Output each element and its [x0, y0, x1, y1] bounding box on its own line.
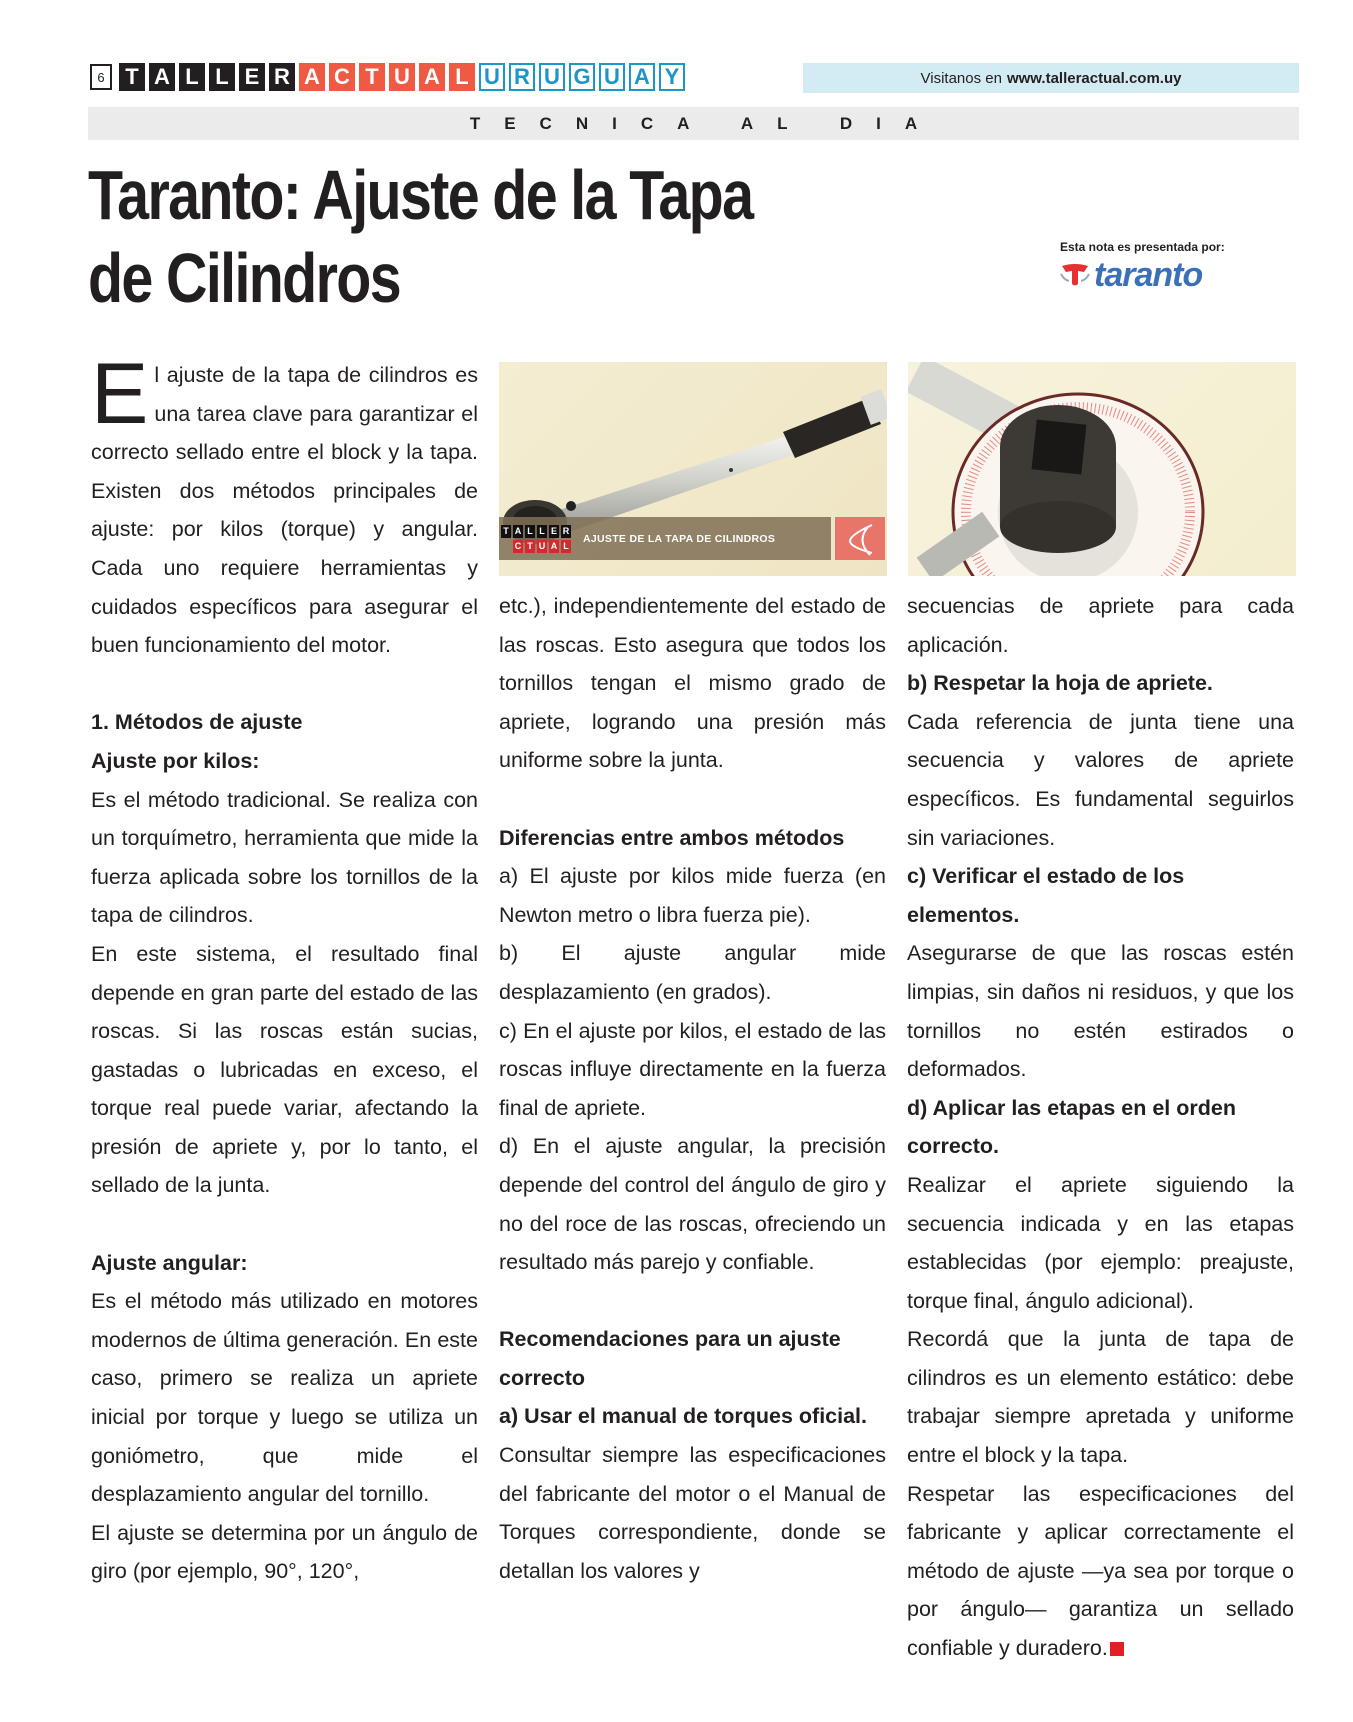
difference-b: b) El ajuste angular mide desplazamiento (en grados). [499, 941, 886, 1004]
mini-logo-letter: T [501, 525, 511, 538]
brand-letter: A [149, 63, 175, 91]
sponsor-block [1060, 240, 1290, 292]
paragraph-rec-a: Consultar siempre las especificaciones del fabricante del motor o el Manual de Torques correspondiente, donde se detallan los valores y [499, 1443, 886, 1583]
intro-text: l ajuste de la tapa de cilindros es una tarea clave para garantizar el correcto sellado entre el block y la tapa. Existen dos métodos principales de ajuste: por kilos (torque) y angular. Cada uno requiere herramientas y cuidados específicos para asegurar el buen funcionamiento del motor. [91, 363, 478, 658]
mini-logo-letter: L [537, 525, 547, 538]
masthead [90, 63, 689, 91]
heading-rec-c: c) Verificar el estado de los elementos. [907, 864, 1185, 927]
heading-rec-a: a) Usar el manual de torques oficial. [499, 1404, 867, 1429]
taranto-logo [1060, 258, 1290, 292]
mini-logo-letter: C [514, 541, 522, 551]
paragraph-kilos-2: En este sistema, el resultado final depende en gran parte del estado de las roscas. Si las roscas están sucias, gastadas o lubricadas en exceso, el torque real puede variar, afectando la presión de apriete y, por lo tanto, el sellado de la junta. [91, 941, 478, 1198]
mini-logo-letter: E [550, 526, 557, 536]
mini-logo-letter: T [525, 540, 535, 553]
mini-logo-letter: L [525, 525, 535, 538]
difference-a: a) El ajuste por kilos mide fuerza (en Newton metro o libra fuerza pie). [499, 864, 886, 927]
taranto-wordmark: taranto [1094, 256, 1203, 294]
brand-letter: U [599, 63, 625, 91]
torque-wrench-photo [499, 362, 887, 576]
video-caption-bar [499, 517, 831, 560]
website-prefix: Visitanos en [920, 69, 1002, 87]
section-header [88, 107, 1299, 140]
heading-metodos: 1. Métodos de ajuste [91, 710, 303, 735]
heading-rec-b: b) Respetar la hoja de apriete. [907, 671, 1213, 696]
brand-letter: L [209, 63, 235, 91]
mini-brand-logo [501, 525, 573, 553]
article-title: Taranto: Ajuste de la Tapa de Cilindros [88, 156, 753, 317]
brand-letter: R [269, 63, 295, 91]
mini-logo-letter: A [514, 526, 522, 536]
brand-letter: L [179, 63, 205, 91]
mini-logo-letter: A [550, 541, 558, 551]
heading-recomendaciones: Recomendaciones para un ajuste correcto [499, 1327, 841, 1390]
brand-letter: T [359, 63, 385, 91]
intro-paragraph [91, 346, 478, 665]
video-badge-icon [835, 517, 885, 560]
heading-ajuste-angular: Ajuste angular: [91, 1250, 248, 1275]
brand-letter: U [539, 63, 565, 91]
paragraph-kilos-1: Es el método tradicional. Se realiza con un torquímetro, herramienta que mide la fuerza aplicada sobre los tornillos de la tapa de cilindros. [91, 787, 478, 928]
heading-rec-d: d) Aplicar las etapas en el orden correcto. [907, 1095, 1236, 1159]
brand-letter: E [239, 63, 265, 91]
paragraph-continuation: etc.), independientemente del estado de las roscas. Esto asegura que todos los tornillos tengan el mismo grado de apriete, logrando una presión más uniforme sobre la junta. [499, 594, 886, 773]
mini-logo-letter: L [561, 540, 571, 553]
page-number: 6 [90, 64, 112, 90]
section-label: TECNICA AL DIA [469, 113, 942, 133]
brand-letter: G [569, 63, 595, 91]
heading-diferencias: Diferencias entre ambos métodos [499, 825, 845, 850]
end-of-article-icon [1110, 1642, 1124, 1656]
brand-letter: A [629, 63, 655, 91]
paragraph-final [907, 1475, 1294, 1668]
brand-letter: T [119, 63, 145, 91]
brand-letter: L [449, 63, 475, 91]
website-link[interactable]: www.talleractual.com.uy [1006, 69, 1182, 87]
brand-letter: U [389, 63, 415, 91]
angle-gauge-icon [908, 362, 1296, 576]
brand-letter: U [479, 63, 505, 91]
paragraph-rec-c: Asegurarse de que las roscas estén limpias, sin daños ni residuos, y que los tornillos no estén estirados o deformados. [907, 941, 1294, 1082]
goniometer-photo [908, 362, 1296, 576]
closing-text: Respetar las especificaciones del fabricante y aplicar correctamente el método de ajuste —ya sea por torque o por ángulo— garantiza un sellado confiable y duradero. [907, 1481, 1294, 1661]
brand-letter: R [509, 63, 535, 91]
paragraph-angular-1: Es el método más utilizado en motores modernos de última generación. En este caso, primero se realiza un apriete inicial por torque y luego se utiliza un goniómetro, que mide el desplazamiento angular del tornillo. [91, 1289, 478, 1507]
brand-letter: A [299, 63, 325, 91]
brand-logo [119, 63, 689, 91]
taranto-emblem-icon [1060, 262, 1090, 288]
mini-logo-letter: U [538, 541, 546, 551]
difference-d: d) En el ajuste angular, la precisión depende del control del ángulo de giro y no del roce de las roscas, ofreciendo un resultado más parejo y confiable. [499, 1134, 886, 1275]
brand-letter: Y [659, 63, 685, 91]
brand-letter: C [329, 63, 355, 91]
difference-c: c) En el ajuste por kilos, el estado de las roscas influye directamente en la fuerza final de apriete. [499, 1018, 886, 1120]
article-column-1 [91, 346, 478, 1591]
article-column-2 [499, 587, 886, 1590]
paragraph-recorda: Recordá que la junta de tapa de cilindros es un elemento estático: debe trabajar siempre apretada y uniforme entre el block y la tapa. [907, 1327, 1294, 1468]
mini-logo-letter: R [562, 526, 570, 536]
paragraph-angular-2: El ajuste se determina por un ángulo de giro (por ejemplo, 90°, 120°, [91, 1520, 478, 1584]
paragraph-continuation: secuencias de apriete para cada aplicación. [907, 594, 1294, 657]
paragraph-rec-b: Cada referencia de junta tiene una secuencia y valores de apriete específicos. Es fundamental seguirlos sin variaciones. [907, 709, 1294, 850]
heading-ajuste-kilos: Ajuste por kilos: [91, 748, 260, 773]
website-banner [803, 63, 1299, 93]
sponsor-label: Esta nota es presentada por: [1060, 240, 1225, 254]
article-column-3 [907, 587, 1294, 1668]
paragraph-rec-d: Realizar el apriete siguiendo la secuencia indicada y en las etapas establecidas (por ejemplo: preajuste, torque final, ángulo adicional). [907, 1172, 1294, 1313]
brand-letter: A [419, 63, 445, 91]
drop-cap: E [91, 346, 149, 442]
video-caption: AJUSTE DE LA TAPA DE CILINDROS [583, 532, 776, 545]
